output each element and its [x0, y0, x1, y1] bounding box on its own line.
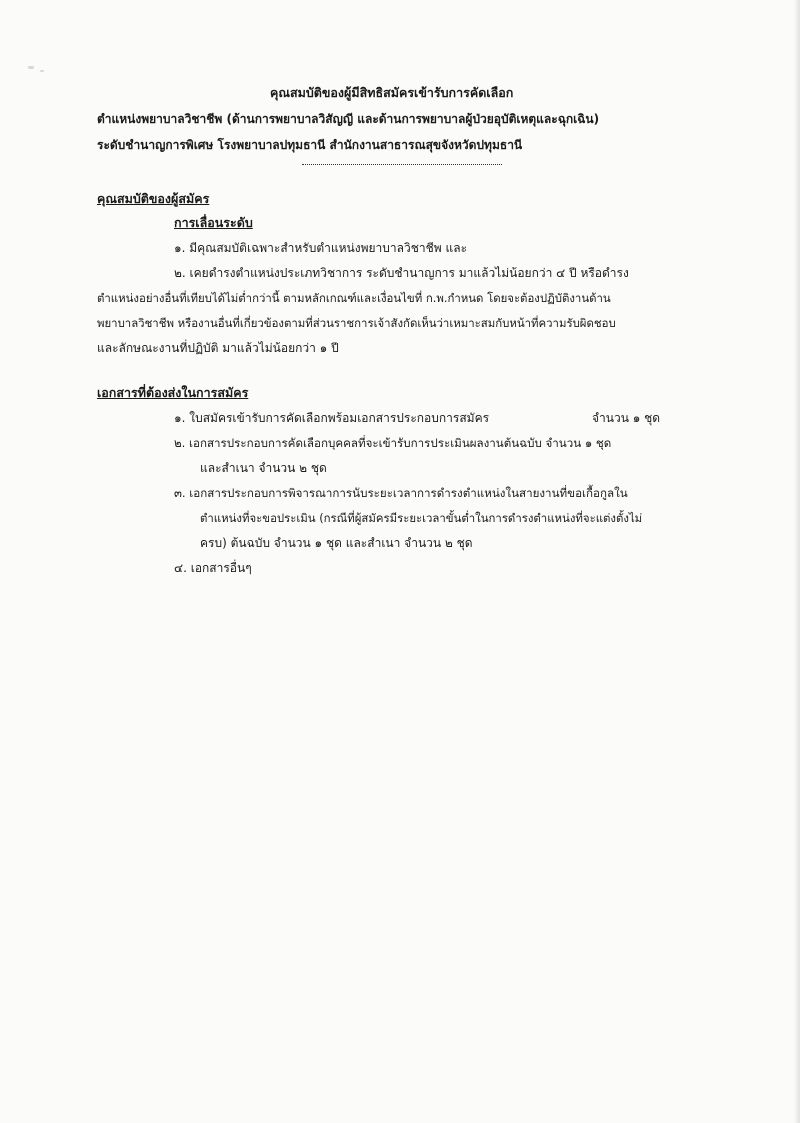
document-item-4: ๔. เอกสารอื่นๆ [174, 561, 252, 575]
documents-heading: เอกสารที่ต้องส่งในการสมัคร [97, 385, 249, 400]
document-item-2-line-2: และสำเนา จำนวน ๒ ชุด [200, 461, 327, 475]
qualifications-heading: คุณสมบัติของผู้สมัคร [97, 191, 210, 206]
document-item-1-quantity: จำนวน ๑ ชุด [592, 411, 661, 425]
position-line: ตำแหน่งพยาบาลวิชาชีพ (ด้านการพยาบาลวิสัญญี และด้านการพยาบาลผู้ป่วยอุบัติเหตุและฉุกเฉิน) [97, 112, 600, 126]
document-item-3-line-1: ๓. เอกสารประกอบการพิจารณาการนับระยะเวลาการดำรงตำแหน่งในสายงานที่ขอเกื้อกูลใน [174, 486, 628, 500]
qualification-item-2-line-3: พยาบาลวิชาชีพ หรืองานอื่นที่เกี่ยวข้องตามที่ส่วนราชการเจ้าสังกัดเห็นว่าเหมาะสมกับหน้าที่ความรับผิดชอบ [97, 316, 616, 330]
document-item-2-line-1: ๒. เอกสารประกอบการคัดเลือกบุคคลที่จะเข้ารับการประเมินผลงานต้นฉบับ จำนวน ๑ ชุด [174, 436, 612, 450]
promotion-subheading: การเลื่อนระดับ [174, 215, 253, 230]
qualification-item-2-line-1: ๒. เคยดำรงตำแหน่งประเภทวิชาการ ระดับชำนาญการ มาแล้วไม่น้อยกว่า ๔ ปี หรือดำรง [174, 266, 629, 280]
qualification-item-2-line-4: และลักษณะงานที่ปฏิบัติ มาแล้วไม่น้อยกว่า ๑ ปี [97, 341, 339, 355]
document-item-3-line-2: ตำแหน่งที่จะขอประเมิน (กรณีที่ผู้สมัครมีระยะเวลาขั้นต่ำในการดำรงตำแหน่งที่จะแต่งตั้งไม่ [200, 511, 643, 525]
scan-artifact [28, 66, 34, 69]
document-title: คุณสมบัติของผู้มีสิทธิสมัครเข้ารับการคัดเลือก [270, 85, 514, 100]
document-item-1: ๑. ใบสมัครเข้ารับการคัดเลือกพร้อมเอกสารประกอบการสมัคร [174, 411, 490, 425]
scan-edge-shadow [794, 0, 800, 1123]
scan-artifact [40, 70, 44, 72]
dotted-separator [302, 164, 502, 165]
level-hospital-line: ระดับชำนาญการพิเศษ โรงพยาบาลปทุมธานี สำนักงานสาธารณสุขจังหวัดปทุมธานี [97, 138, 523, 152]
document-item-3-line-3: ครบ) ต้นฉบับ จำนวน ๑ ชุด และสำเนา จำนวน ๒ ชุด [200, 536, 473, 550]
qualification-item-2-line-2: ตำแหน่งอย่างอื่นที่เทียบได้ไม่ต่ำกว่านี้ ตามหลักเกณฑ์และเงื่อนไขที่ ก.พ.กำหนด โดยจะต้องปฏิบัติงานด้าน [97, 291, 611, 305]
qualification-item-1: ๑. มีคุณสมบัติเฉพาะสำหรับตำแหน่งพยาบาลวิชาชีพ และ [174, 241, 468, 255]
